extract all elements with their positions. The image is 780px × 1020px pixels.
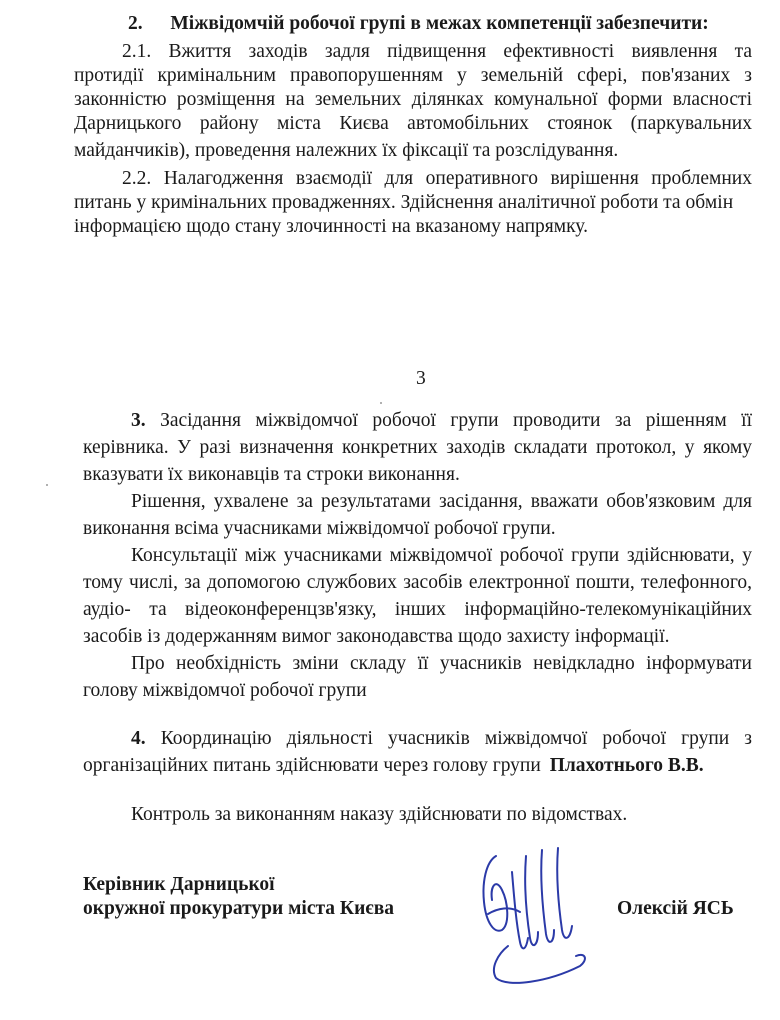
section4-line1-text: Координацію діяльності учасників міжвідомчої робочої групи з — [145, 728, 752, 749]
section3-p3-line3: аудіо- та відеоконференцзв'язку, інших інформаційно-телекомунікаційних — [83, 599, 752, 620]
section3-p1-line2: керівника. У разі визначення конкретних заходів складати протокол, у якому — [83, 437, 752, 458]
section3-p4-line1: Про необхідність зміни складу її учасників невідкладно інформувати — [131, 653, 752, 674]
page-number: 3 — [416, 368, 426, 389]
section2-p2-line2: питань у кримінальних провадженнях. Здійснення аналітичної роботи та обмін — [74, 192, 734, 213]
section3-number: 3. — [131, 410, 146, 431]
section2-heading-text: Міжвідомчій робочої групі в межах компетенції забезпечити: — [170, 13, 709, 34]
section2-p1-line1: 2.1. Вжиття заходів задля підвищення ефективності виявлення та — [122, 41, 752, 62]
section3-p1-line1-text: Засідання міжвідомчої робочої групи проводити за рішенням її — [145, 410, 752, 431]
section3-p1-line1 — [131, 409, 752, 433]
section3-p3-line1: Консультації між учасниками міжвідомчої робочої групи здійснювати, у — [131, 545, 752, 566]
handwritten-signature — [468, 842, 598, 992]
section2-p2-line3: інформацією щодо стану злочинності на вказаному напрямку. — [74, 216, 588, 237]
control-statement: Контроль за виконанням наказу здійснювати по відомствах. — [131, 804, 628, 825]
section4-number: 4. — [131, 728, 146, 749]
section2-p1-line5: майданчиків), проведення належних їх фіксації та розслідування. — [74, 140, 619, 161]
section3-p2-line2: виконання всіма учасниками міжвідомчої робочої групи. — [83, 518, 556, 539]
section4-line2-text: організаційних питань здійснювати через голову групи — [83, 755, 546, 776]
section4-line1 — [131, 727, 752, 751]
section2-p2-line1: 2.2. Налагодження взаємодії для оперативного вирішення проблемних — [122, 168, 752, 189]
section3-p2-line1: Рішення, ухвалене за результатами засідання, вважати обов'язковим для — [131, 491, 752, 512]
section2-p1-line3: законністю розміщення на земельних ділянках комунальної форми власності — [74, 89, 752, 110]
signer-title-line1: Керівник Дарницької — [83, 874, 275, 895]
signer-title-line2: окружної прокуратури міста Києва — [83, 898, 395, 919]
section3-p1-line3: вказувати їх виконавців та строки виконання. — [83, 464, 460, 485]
signer-name: Олексій ЯСЬ — [617, 898, 734, 919]
scan-speck — [380, 402, 382, 404]
section3-p3-line2: тому числі, за допомогою службових засобів електронної пошти, телефонного, — [83, 572, 752, 593]
section2-heading-number: 2. — [128, 13, 143, 34]
section3-p3-line4: засобів із додержанням вимог законодавства щодо захисту інформації. — [83, 626, 670, 647]
responsible-person-name: Плахотнього В.В. — [549, 755, 704, 776]
section2-p1-line2: протидії кримінальним правопорушенням у земельній сфері, пов'язаних з — [74, 65, 752, 86]
section2-heading — [128, 12, 709, 36]
section4-line2 — [83, 754, 704, 778]
section3-p4-line2: голову міжвідомчої робочої групи — [83, 680, 367, 701]
scan-speck — [46, 484, 48, 486]
section2-p1-line4: Дарницького району міста Києва автомобільних стоянок (паркувальних — [74, 113, 752, 134]
